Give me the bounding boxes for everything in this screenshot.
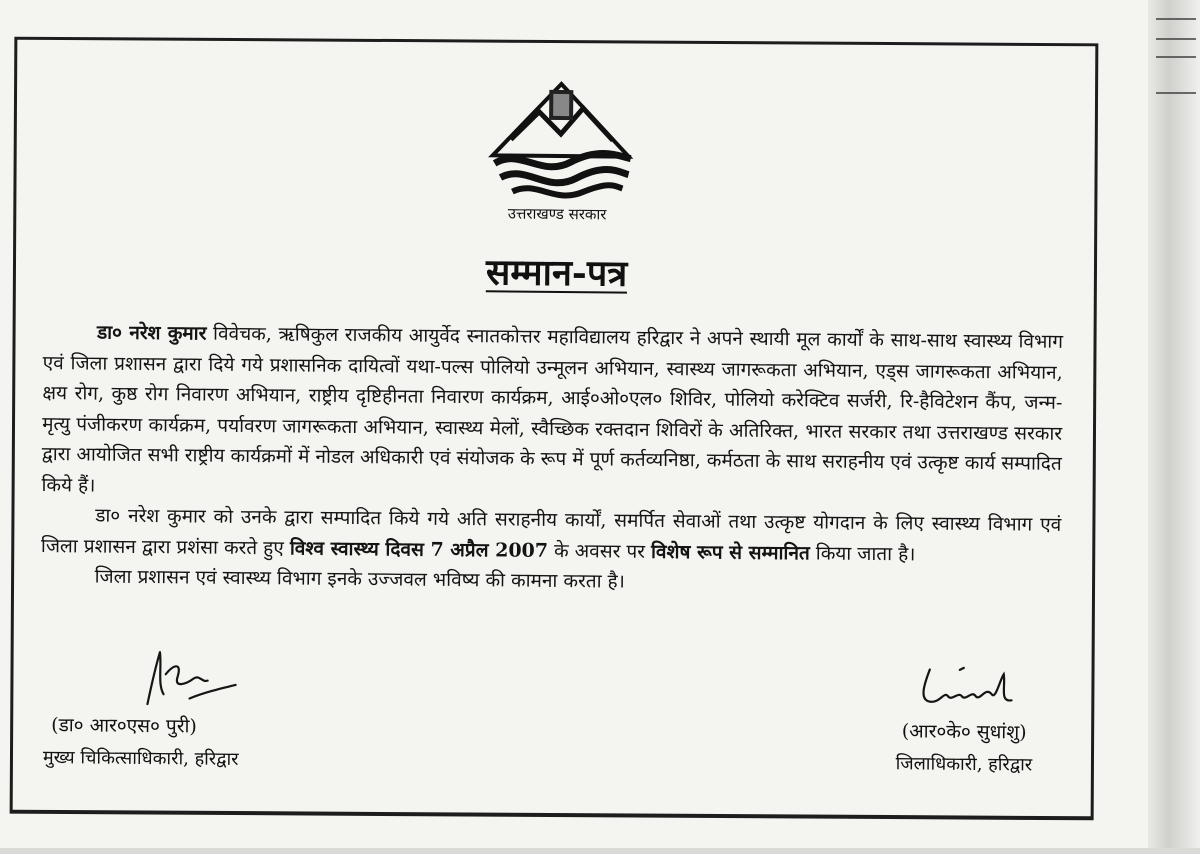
occasion-text: विश्व स्वास्थ्य दिवस 7 अप्रैल 2007: [289, 536, 549, 562]
signature-left-icon: [103, 644, 244, 711]
paragraph-1-text: विवेचक, ऋषिकुल राजकीय आयुर्वेद स्नातकोत्तर महाविद्यालय हरिद्वार ने अपने स्थायी मूल कार्यों के साथ-साथ स्वास्थ्य विभाग एवं जिला प्रशासन द्वारा दिये गये प्रशासनिक दायित्वों यथा-पल्स पोलियो उन्मूलन अभियान, स्वास्थ्य जागरूकता अभियान, एड्स जागरूकता अभियान, क्षय रोग, कुष्ठ रोग निवारण अभियान, राष्ट्रीय दृष्टिहीनता निवारण कार्यक्रम, आई०ओ०एल० शिविर, पोलियो करेक्टिव सर्जरी, रि-हैविटेशन कैंप, जन्म-मृत्यु पंजीकरण कार्यक्रम, पर्यावरण जागरूकता अभियान, स्वास्थ्य मेलों, स्वैच्छिक रक्तदान शिविरों के अतिरिक्त, भारत सरकार तथा उत्तराखण्ड सरकार द्वारा आयोजित सभी राष्ट्रीय कार्यक्रमों में नोडल अधिकारी एवं संयोजक के रूप में पूर्ण कर्तव्यनिष्ठा, कर्मठता के साथ सराहनीय एवं उत्कृष्ट कार्य सम्पादित किये हैं।: [41, 322, 1064, 497]
signatory-right-name: (आर०के० सुधांशु): [901, 720, 1027, 744]
paragraph-2: [41, 500, 1062, 571]
recipient-name: डा० नरेश कुमार: [96, 321, 207, 345]
signature-block-right: [859, 655, 1070, 777]
signature-right-icon: [899, 655, 1030, 716]
paragraph-2-text-b: के अवसर पर: [547, 539, 652, 563]
signatory-left-role: मुख्य चिकित्साधिकारी, हरिद्वार: [42, 747, 239, 770]
certificate-title: सम्मान-पत्र: [485, 251, 628, 295]
paragraph-1: [41, 317, 1063, 510]
paragraph-2-text-a: डा० नरेश कुमार को उनके द्वारा सम्पादित किये गये अति सराहनीय कार्यों, समर्पित सेवाओं तथा उत्कृष्ट योगदान के लिए स्वास्थ्य विभाग एवं जिला प्रशासन द्वारा प्रशंसा करते हुए: [40, 504, 1062, 559]
paragraph-3-text: जिला प्रशासन एवं स्वास्थ्य विभाग इनके उज्जवल भविष्य की कामना करता है।: [94, 565, 625, 593]
signatory-right-role: जिलाधिकारी, हरिद्वार: [895, 753, 1033, 776]
uttarakhand-emblem-icon: [480, 77, 641, 209]
honor-text: विशेष रूप से सम्मानित: [650, 540, 810, 564]
paragraph-2-text-c: किया जाता है।: [809, 541, 916, 565]
signature-block-left: [43, 643, 324, 772]
government-name: उत्तराखण्ड सरकार: [507, 204, 607, 224]
signatory-left-name: (डा० आर०एस० पुरी): [51, 714, 197, 738]
certificate-body: [41, 317, 1064, 601]
